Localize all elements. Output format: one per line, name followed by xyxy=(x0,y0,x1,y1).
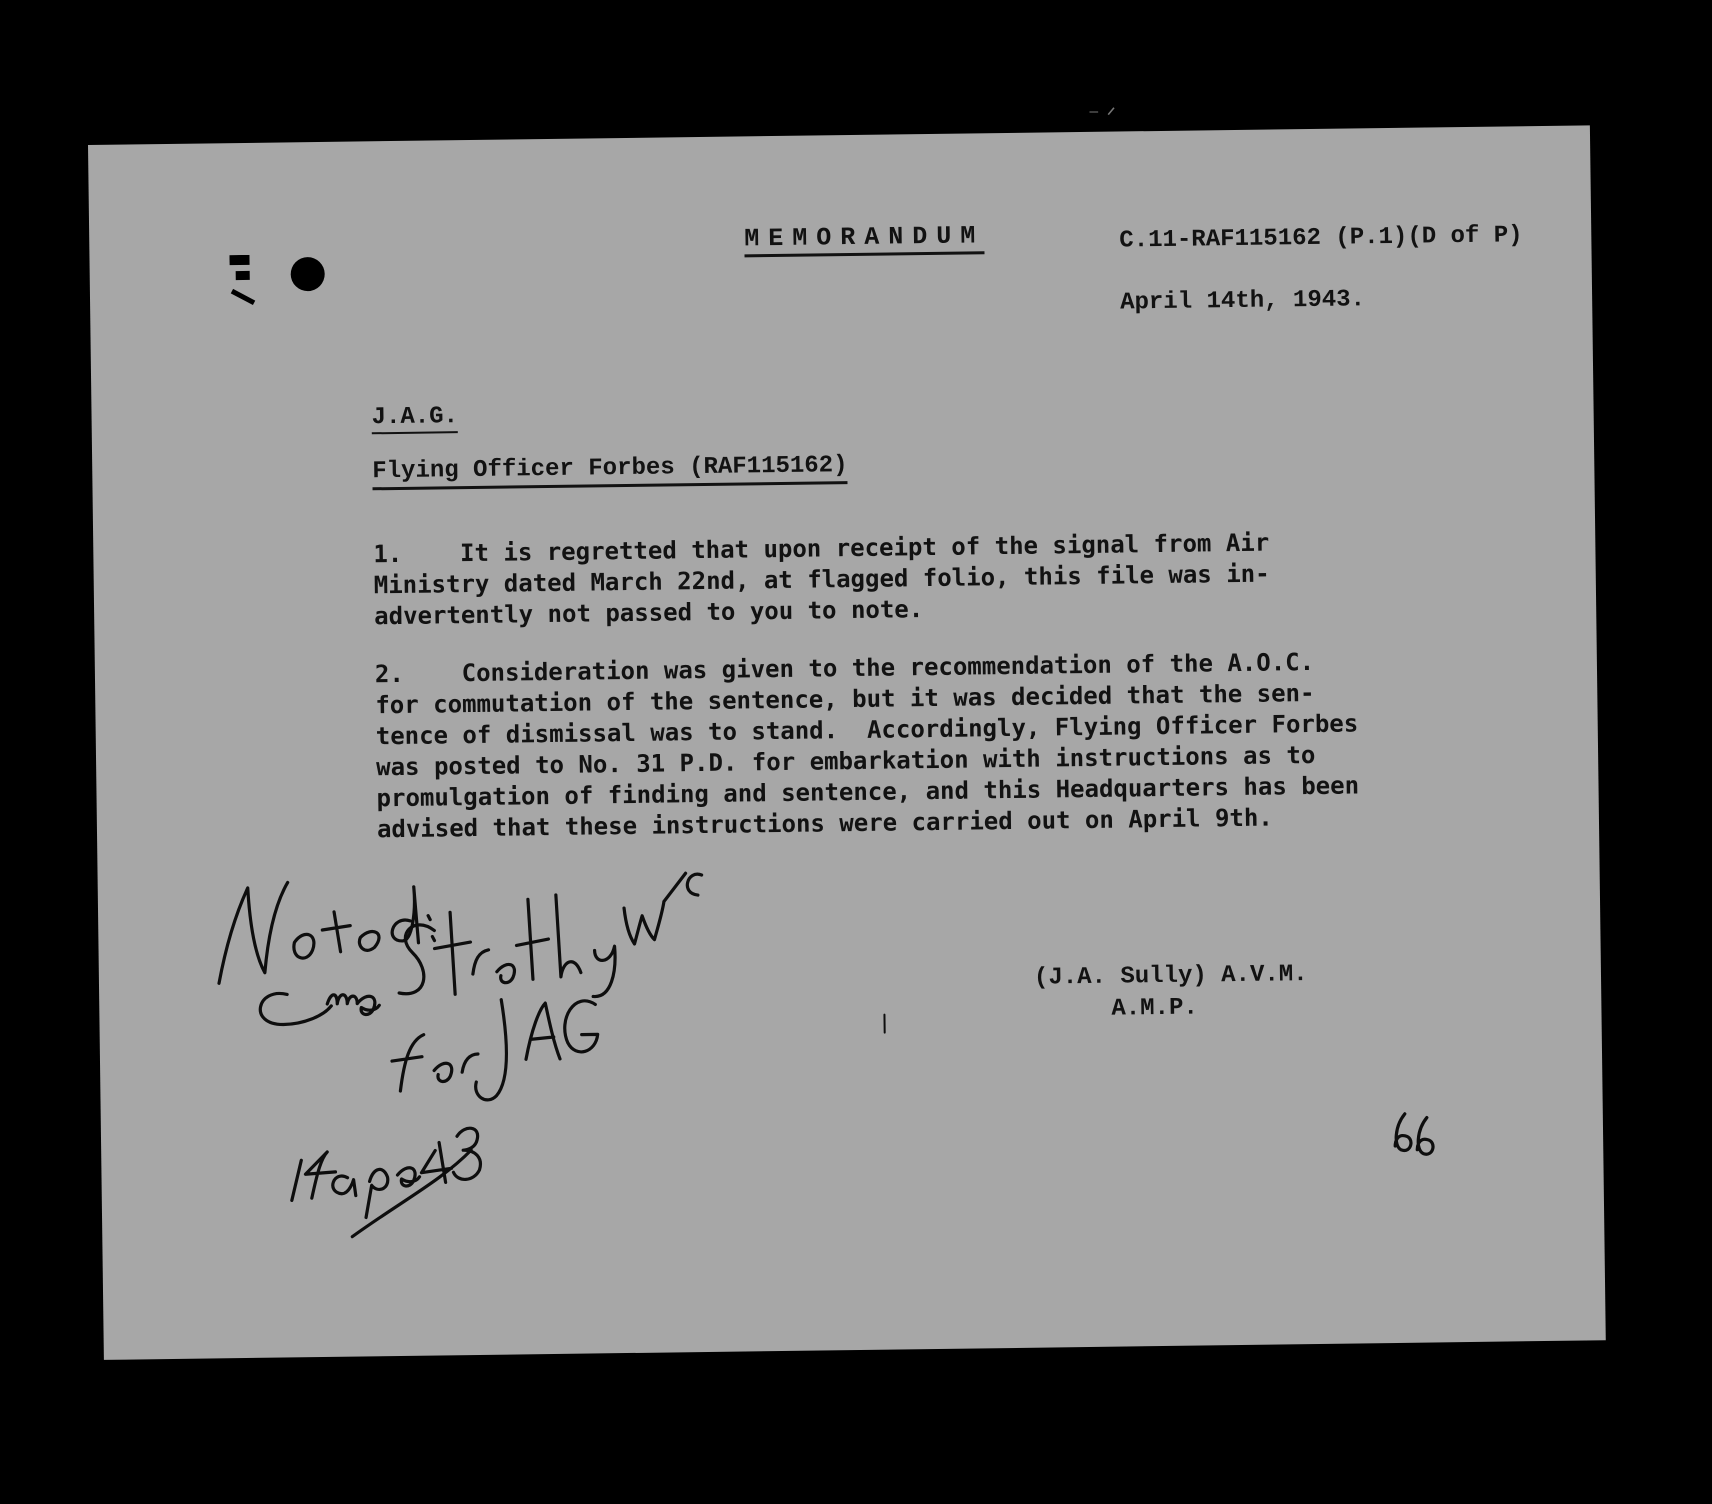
handwriting-date xyxy=(291,1128,481,1237)
signature-title: A.M.P. xyxy=(1111,994,1198,1023)
reference-number: C.11-RAF115162 (P.1)(D of P) xyxy=(1119,222,1523,255)
subject-line: Flying Officer Forbes (RAF115162) xyxy=(372,452,848,490)
handwriting-noted xyxy=(218,881,435,984)
memo-heading: MEMORANDUM xyxy=(744,221,984,257)
memo-date: April 14th, 1943. xyxy=(1119,286,1366,317)
stray-mark: ⁻ ᐟ xyxy=(1088,104,1116,129)
paragraph-2: 2. Consideration was given to the recommendation of the A.O.C. for commutation of the sentence, but it was decided that the sen- tence of dismissal was to stand. Accordingly, Flying Officer Forbes was posted to No. 31 P.D. for embarkation with instructions as to promulgation of finding and sentence, and this Headquarters has been advised that these instructions were carried out on April 9th. xyxy=(374,647,1360,844)
handwriting-for-jag xyxy=(391,998,598,1101)
addressee: J.A.G. xyxy=(371,403,458,434)
handwriting-signature xyxy=(259,873,704,1025)
handwriting-folio-number xyxy=(1395,1113,1433,1154)
handwritten-annotations xyxy=(88,125,1606,1360)
signature-name: (J.A. Sully) A.V.M. xyxy=(1033,961,1308,992)
memo-page xyxy=(88,125,1606,1360)
paragraph-1: 1. It is regretted that upon receipt of the signal from Air Ministry dated March 22nd, at flagged folio, this file was in- advertently not passed to you to note. xyxy=(373,528,1270,631)
